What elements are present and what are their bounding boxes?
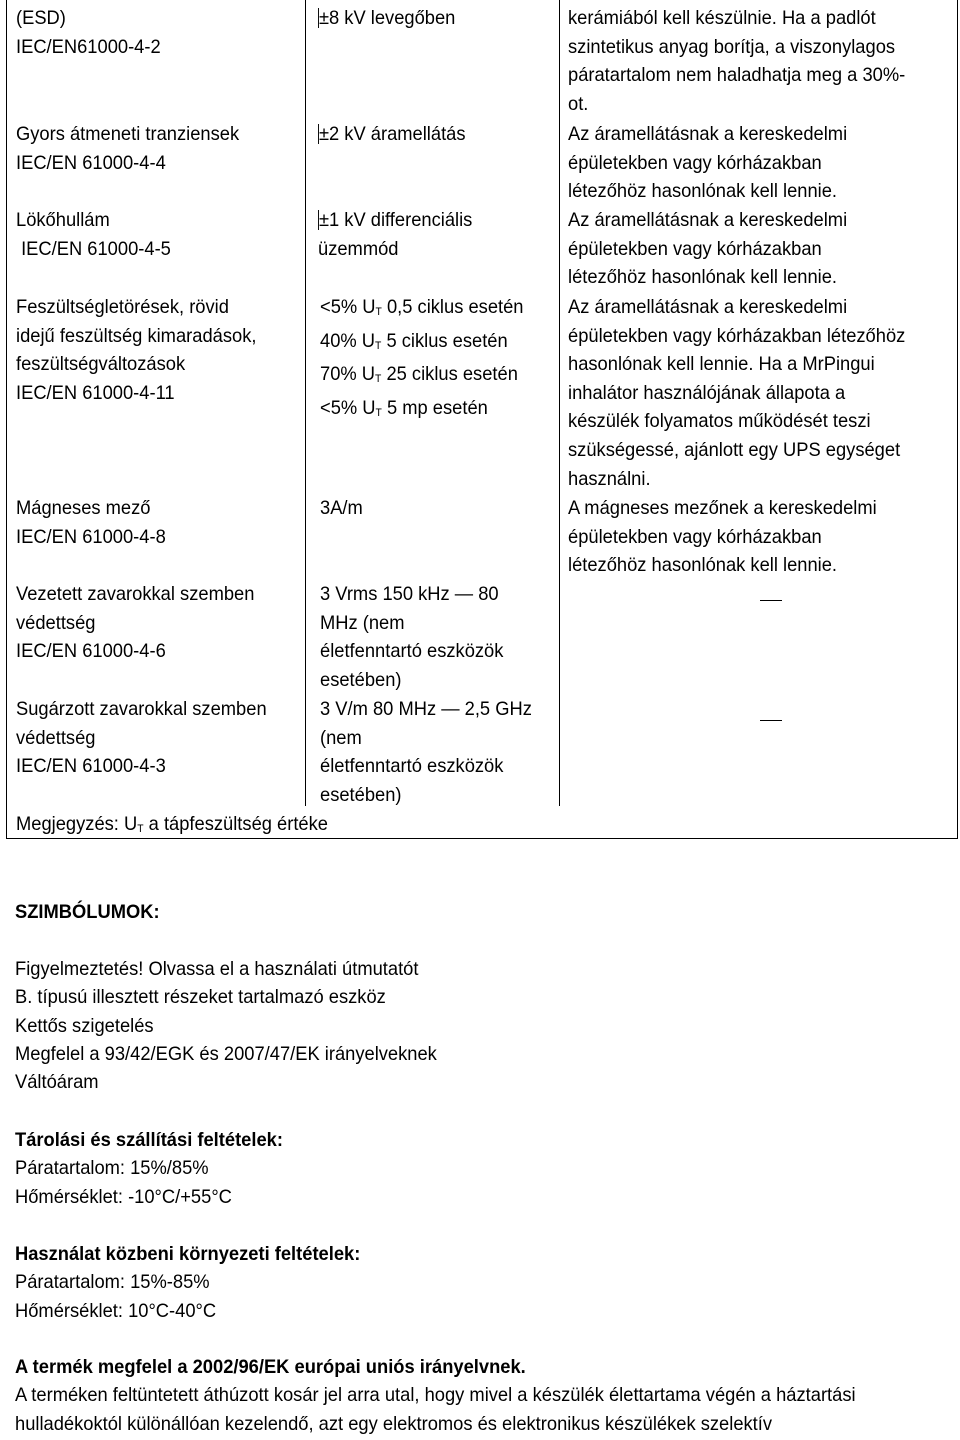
usage-heading: Használat közbeni környezeti feltételek: (15, 1243, 361, 1265)
level-cell-burst (318, 120, 466, 149)
env-cell-esd: kerámiából kell készülnie. Ha a padlót szintetikus anyag borítja, a viszonylagos páratartalom nem haladhatja meg a 30%- ot. (568, 7, 906, 115)
test-cell-esd: (ESD) IEC/EN61000-4-2 (16, 7, 161, 58)
level-cell-conducted: 3 Vrms 150 kHz — 80 MHz (nem életfenntartó eszközök esetében) (320, 583, 504, 691)
table-divider (305, 0, 306, 806)
table-divider (559, 0, 560, 806)
test-cell-conducted: Vezetett zavarokkal szemben védettség IEC/EN 61000-4-6 (16, 583, 255, 663)
level-cell-dips: <5% UT 0,5 ciklus esetén 40% UT 5 ciklus esetén 70% UT 25 ciklus esetén <5% UT 5 mp esetén (320, 296, 524, 419)
level-cell-esd (318, 4, 456, 33)
level-cell-radiated: 3 V/m 80 MHz — 2,5 GHz (nem életfenntartó eszközök esetében) (320, 698, 532, 806)
symbols-heading: SZIMBÓLUMOK: (15, 901, 160, 923)
pm-glyph: ±2 kV áramellátás (318, 120, 466, 149)
pm-glyph: ±1 kV differenciális (318, 206, 473, 235)
env-cell-burst: Az áramellátásnak a kereskedelmi épületekben vagy kórházakban létezőhöz hasonlónak kell lennie. (568, 123, 848, 203)
storage-section: Tárolási és szállítási feltételek: Páratartalom: 15%/85% Hőmérséklet: -10°C/+55°C (15, 1126, 283, 1211)
table-note: Megjegyzés: UT a tápfeszültség értéke (16, 813, 328, 835)
test-cell-dips: Feszültségletörések, rövid idejű feszültség kimaradások, feszültségváltozások IEC/EN 61000-4-11 (16, 296, 257, 404)
storage-heading: Tárolási és szállítási feltételek: (15, 1129, 283, 1151)
test-cell-magnetic: Mágneses mező IEC/EN 61000-4-8 (16, 497, 166, 548)
level-cell-magnetic: 3A/m (320, 497, 363, 519)
compliance-section: A termék megfelel a 2002/96/EK európai uniós irányelvnek. A terméken feltüntetett áthúzott kosár jel arra utal, hogy mivel a készülék élettartama végén a háztartási hulladékoktól különállóan kezelendő, azt egy elektromos és elektronikus készülékek szelektív (15, 1353, 856, 1438)
env-cell-dips: Az áramellátásnak a kereskedelmi épületekben vagy kórházakban létezőhöz hasonlónak kell lennie. Ha a MrPingui inhalátor használójának állapota a készülék folyamatos működését teszi szükségessé, ajánlott egy UPS egységet használni. (568, 296, 906, 490)
compliance-heading: A termék megfelel a 2002/96/EK európai uniós irányelvnek. (15, 1356, 526, 1378)
usage-section: Használat közbeni környezeti feltételek: Páratartalom: 15%-85% Hőmérséklet: 10°C-40°C (15, 1240, 360, 1325)
test-cell-radiated: Sugárzott zavarokkal szemben védettség IEC/EN 61000-4-3 (16, 698, 267, 778)
not-applicable-dash (760, 600, 782, 601)
test-cell-surge: Lökőhullám IEC/EN 61000-4-5 (16, 209, 171, 260)
pm-glyph: ±8 kV levegőben (318, 4, 456, 33)
env-cell-magnetic: A mágneses mezőnek a kereskedelmi épületekben vagy kórházakban létezőhöz hasonlónak kell lennie. (568, 497, 877, 577)
not-applicable-dash (760, 720, 782, 721)
symbols-list: Figyelmeztetés! Olvassa el a használati útmutatót B. típusú illesztett részeket tartalmazó eszköz Kettős szigetelés Megfelel a 93/42/EGK és 2007/47/EK irányelveknek Váltóáram (15, 958, 437, 1094)
env-cell-surge: Az áramellátásnak a kereskedelmi épületekben vagy kórházakban létezőhöz hasonlónak kell lennie. (568, 209, 848, 289)
symbols-section (15, 898, 160, 926)
level-cell-surge: ±1 kV differenciális üzemmód (318, 206, 473, 263)
test-cell-burst: Gyors átmeneti tranziensek IEC/EN 61000-4-4 (16, 123, 240, 174)
